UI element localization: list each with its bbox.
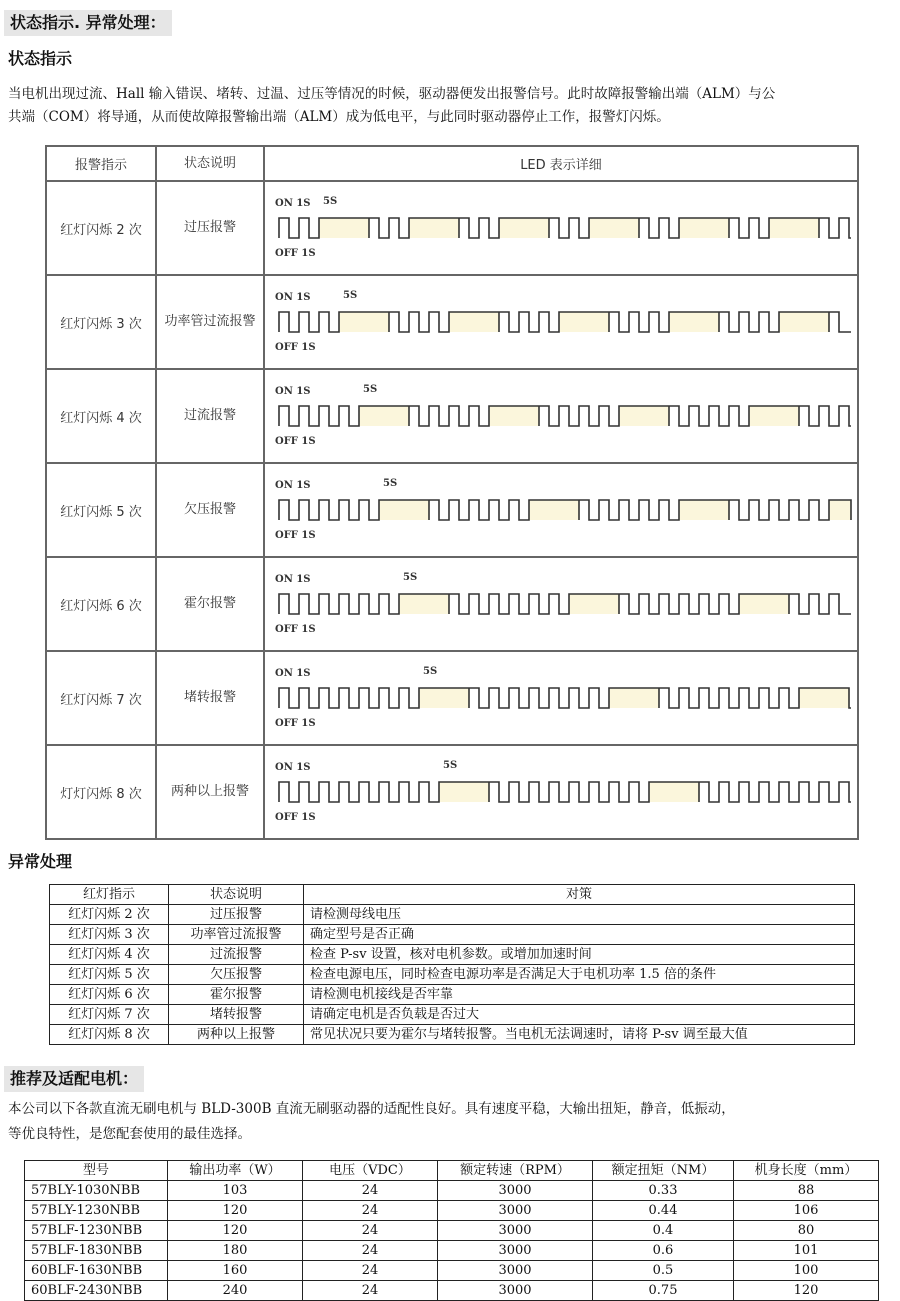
- led-row: [47, 370, 857, 464]
- led-gap-highlight: [489, 406, 539, 426]
- fault-table: [49, 884, 855, 1045]
- led-status: 过压报警: [157, 182, 265, 274]
- led-gap-highlight: [769, 218, 819, 238]
- led-indicator: 红灯闪烁 2 次: [47, 182, 157, 274]
- motor-torque: 0.6: [593, 1241, 734, 1261]
- led-gap-highlight: [649, 782, 699, 802]
- motor-torque: 0.33: [593, 1181, 734, 1201]
- led-waveform-cell: [265, 652, 857, 744]
- fault-status: 过流报警: [169, 945, 304, 965]
- motor-voltage: 24: [303, 1221, 438, 1241]
- motor-length: 106: [734, 1201, 879, 1221]
- motor-header-length: 机身长度（mm）: [734, 1161, 879, 1181]
- fault-header-measure: 对策: [304, 885, 855, 905]
- motor-length: 101: [734, 1241, 879, 1261]
- motor-torque: 0.4: [593, 1221, 734, 1241]
- motor-voltage: 24: [303, 1261, 438, 1281]
- led-gap-highlight: [619, 406, 669, 426]
- led-row: [47, 276, 857, 370]
- led-indicator: 红灯闪烁 6 次: [47, 558, 157, 650]
- led-gap-highlight: [379, 500, 429, 520]
- led-gap-highlight: [569, 594, 619, 614]
- on-label: ON 1S: [275, 292, 311, 303]
- fault-row: [50, 945, 855, 965]
- led-gap-highlight: [529, 500, 579, 520]
- motor-header-model: 型号: [25, 1161, 168, 1181]
- fault-indicator: 红灯闪烁 7 次: [50, 1005, 169, 1025]
- motor-voltage: 24: [303, 1241, 438, 1261]
- motor-power: 120: [168, 1221, 303, 1241]
- led-status: 过流报警: [157, 370, 265, 462]
- led-row: [47, 464, 857, 558]
- off-label: OFF 1S: [275, 248, 316, 259]
- fault-measure: 确定型号是否正确: [304, 925, 855, 945]
- on-label: ON 1S: [275, 762, 311, 773]
- fault-row: [50, 925, 855, 945]
- led-status: 两种以上报警: [157, 746, 265, 838]
- motor-torque: 0.75: [593, 1281, 734, 1301]
- led-waveform-cell: [265, 182, 857, 274]
- motor-model: 60BLF-2430NBB: [25, 1281, 168, 1301]
- five-second-label: 5S: [443, 760, 458, 771]
- led-gap-highlight: [829, 500, 851, 520]
- led-gap-highlight: [499, 218, 549, 238]
- motor-row: [25, 1181, 879, 1201]
- led-gap-highlight: [799, 688, 849, 708]
- led-gap-highlight: [679, 218, 729, 238]
- fault-row: [50, 1025, 855, 1045]
- five-second-label: 5S: [323, 196, 338, 207]
- motor-row: [25, 1281, 879, 1301]
- led-gap-highlight: [399, 594, 449, 614]
- led-waveform: [265, 652, 859, 744]
- motor-voltage: 24: [303, 1181, 438, 1201]
- motor-model: 57BLY-1030NBB: [25, 1181, 168, 1201]
- led-gap-highlight: [679, 500, 729, 520]
- off-label: OFF 1S: [275, 718, 316, 729]
- led-row: [47, 182, 857, 276]
- off-label: OFF 1S: [275, 812, 316, 823]
- motor-torque: 0.44: [593, 1201, 734, 1221]
- led-indicator: 红灯闪烁 7 次: [47, 652, 157, 744]
- led-table: [45, 145, 859, 840]
- motor-speed: 3000: [438, 1281, 593, 1301]
- motor-table-header: [25, 1161, 879, 1181]
- fault-table-header: [50, 885, 855, 905]
- led-indicator: 红灯闪烁 4 次: [47, 370, 157, 462]
- led-header-detail: LED 表示详细: [520, 158, 602, 173]
- motor-torque: 0.5: [593, 1261, 734, 1281]
- led-waveform: [265, 370, 859, 462]
- led-waveform: [265, 464, 859, 556]
- motor-speed: 3000: [438, 1181, 593, 1201]
- led-gap-highlight: [739, 594, 789, 614]
- led-gap-highlight: [749, 406, 799, 426]
- motor-row: [25, 1221, 879, 1241]
- motor-table: [24, 1160, 879, 1301]
- led-status: 霍尔报警: [157, 558, 265, 650]
- on-label: ON 1S: [275, 668, 311, 679]
- off-label: OFF 1S: [275, 342, 316, 353]
- five-second-label: 5S: [423, 666, 438, 677]
- led-header-status: 状态说明: [157, 147, 265, 180]
- led-gap-highlight: [409, 218, 459, 238]
- motor-length: 100: [734, 1261, 879, 1281]
- led-waveform-line: [279, 688, 851, 708]
- off-label: OFF 1S: [275, 530, 316, 541]
- fault-indicator: 红灯闪烁 5 次: [50, 965, 169, 985]
- led-gap-highlight: [359, 406, 409, 426]
- five-second-label: 5S: [383, 478, 398, 489]
- motor-model: 57BLY-1230NBB: [25, 1201, 168, 1221]
- motor-speed: 3000: [438, 1261, 593, 1281]
- led-gap-highlight: [449, 312, 499, 332]
- led-gap-highlight: [419, 688, 469, 708]
- motor-header-voltage: 电压（VDC）: [303, 1161, 438, 1181]
- led-gap-highlight: [779, 312, 829, 332]
- motor-model: 57BLF-1830NBB: [25, 1241, 168, 1261]
- motor-row: [25, 1201, 879, 1221]
- five-second-label: 5S: [343, 290, 358, 301]
- on-label: ON 1S: [275, 198, 311, 209]
- fault-measure: 请检测母线电压: [304, 905, 855, 925]
- fault-status: 堵转报警: [169, 1005, 304, 1025]
- led-waveform: [265, 558, 859, 650]
- fault-header-status: 状态说明: [169, 885, 304, 905]
- fault-measure: 检查 P-sv 设置，核对电机参数。或增加加速时间: [304, 945, 855, 965]
- fault-measure: 请检测电机接线是否牢靠: [304, 985, 855, 1005]
- fault-indicator: 红灯闪烁 6 次: [50, 985, 169, 1005]
- led-indicator: 红灯闪烁 5 次: [47, 464, 157, 556]
- fault-row: [50, 905, 855, 925]
- fault-heading: 异常处理: [8, 852, 73, 871]
- off-label: OFF 1S: [275, 436, 316, 447]
- status-paragraph-line2: 共端（COM）将导通，从而使故障报警输出端（ALM）成为低电平，与此同时驱动器停止工作，报警灯闪烁。: [8, 109, 670, 125]
- off-label: OFF 1S: [275, 624, 316, 635]
- fault-indicator: 红灯闪烁 3 次: [50, 925, 169, 945]
- fault-row: [50, 985, 855, 1005]
- led-gap-highlight: [319, 218, 369, 238]
- fault-measure: 常见状况只要为霍尔与堵转报警。当电机无法调速时，请将 P-sv 调至最大值: [304, 1025, 855, 1045]
- led-gap-highlight: [669, 312, 719, 332]
- motor-header-power: 输出功率（W）: [168, 1161, 303, 1181]
- led-row: [47, 558, 857, 652]
- led-waveform-cell: [265, 276, 857, 368]
- led-gap-highlight: [559, 312, 609, 332]
- fault-status: 功率管过流报警: [169, 925, 304, 945]
- fault-indicator: 红灯闪烁 4 次: [50, 945, 169, 965]
- motor-length: 88: [734, 1181, 879, 1201]
- section-title: 状态指示. 异常处理：: [4, 10, 172, 36]
- fault-indicator: 红灯闪烁 2 次: [50, 905, 169, 925]
- fault-measure: 请确定电机是否负载是否过大: [304, 1005, 855, 1025]
- motor-length: 80: [734, 1221, 879, 1241]
- fault-indicator: 红灯闪烁 8 次: [50, 1025, 169, 1045]
- fault-measure: 检查电源电压，同时检查电源功率是否满足大于电机功率 1.5 倍的条件: [304, 965, 855, 985]
- led-gap-highlight: [439, 782, 489, 802]
- led-status: 堵转报警: [157, 652, 265, 744]
- motor-length: 120: [734, 1281, 879, 1301]
- led-gap-highlight: [609, 688, 659, 708]
- status-paragraph-line1: 当电机出现过流、Hall 输入错误、堵转、过温、过压等情况的时候，驱动器便发出报警信号。此时故障报警输出端（ALM）与公: [8, 86, 776, 102]
- led-header-indicator: 报警指示: [47, 147, 157, 180]
- fault-status: 两种以上报警: [169, 1025, 304, 1045]
- fault-status: 欠压报警: [169, 965, 304, 985]
- motor-voltage: 24: [303, 1281, 438, 1301]
- motor-row: [25, 1241, 879, 1261]
- motor-row: [25, 1261, 879, 1281]
- motor-header-speed: 额定转速（RPM）: [438, 1161, 593, 1181]
- motor-speed: 3000: [438, 1241, 593, 1261]
- motor-model: 60BLF-1630NBB: [25, 1261, 168, 1281]
- fault-row: [50, 965, 855, 985]
- five-second-label: 5S: [363, 384, 378, 395]
- motor-power: 160: [168, 1261, 303, 1281]
- led-waveform: [265, 746, 859, 838]
- led-waveform: [265, 182, 859, 274]
- fault-status: 过压报警: [169, 905, 304, 925]
- motor-speed: 3000: [438, 1221, 593, 1241]
- motor-voltage: 24: [303, 1201, 438, 1221]
- led-waveform-cell: [265, 746, 857, 838]
- on-label: ON 1S: [275, 386, 311, 397]
- led-gap-highlight: [339, 312, 389, 332]
- motor-header-torque: 额定扭矩（NM）: [593, 1161, 734, 1181]
- led-waveform-cell: [265, 464, 857, 556]
- on-label: ON 1S: [275, 574, 311, 585]
- on-label: ON 1S: [275, 480, 311, 491]
- led-indicator: 灯灯闪烁 8 次: [47, 746, 157, 838]
- motor-power: 180: [168, 1241, 303, 1261]
- led-row: [47, 652, 857, 746]
- led-indicator: 红灯闪烁 3 次: [47, 276, 157, 368]
- led-waveform-line: [279, 782, 851, 802]
- motors-paragraph-line1: 本公司以下各款直流无刷电机与 BLD-300B 直流无刷驱动器的适配性良好。具有速度平稳，大输出扭矩，静音，低振动，: [8, 1101, 735, 1117]
- led-waveform-cell: [265, 558, 857, 650]
- status-heading: 状态指示: [8, 49, 73, 68]
- fault-row: [50, 1005, 855, 1025]
- motor-power: 120: [168, 1201, 303, 1221]
- led-waveform: [265, 276, 859, 368]
- led-row: [47, 746, 857, 838]
- motors-heading: 推荐及适配电机：: [4, 1066, 144, 1092]
- led-waveform-cell: [265, 370, 857, 462]
- fault-status: 霍尔报警: [169, 985, 304, 1005]
- motor-model: 57BLF-1230NBB: [25, 1221, 168, 1241]
- led-status: 欠压报警: [157, 464, 265, 556]
- motor-power: 103: [168, 1181, 303, 1201]
- led-table-header: [47, 147, 857, 182]
- five-second-label: 5S: [403, 572, 418, 583]
- led-status: 功率管过流报警: [157, 276, 265, 368]
- fault-header-indicator: 红灯指示: [50, 885, 169, 905]
- led-gap-highlight: [589, 218, 639, 238]
- motor-power: 240: [168, 1281, 303, 1301]
- motors-paragraph-line2: 等优良特性，是您配套使用的最佳选择。: [8, 1126, 251, 1142]
- motor-speed: 3000: [438, 1201, 593, 1221]
